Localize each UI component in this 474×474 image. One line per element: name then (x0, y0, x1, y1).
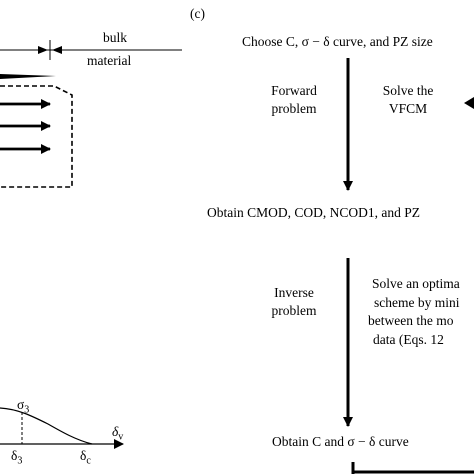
step2-obtain-outputs: Obtain CMOD, COD, NCOD1, and PZ (207, 205, 421, 220)
inverse-problem-label: Inverse problem (271, 285, 317, 318)
forward-problem-label: Forward problem (271, 83, 317, 116)
step1-choose-parameters: Choose C, σ − δ curve, and PZ size (242, 34, 433, 49)
optimization-description: Solve an optima scheme by mini between the mo data (Eqs. 12 (368, 276, 460, 347)
dimension-arrow-right (52, 46, 62, 54)
crack-tip (0, 74, 56, 79)
step3-obtain-result: Obtain C and σ − δ curve (272, 434, 409, 449)
solve-vfcm-label: Solve the VFCM (382, 83, 434, 116)
cohesive-zone-outline (0, 86, 72, 187)
dimension-arrow-left (38, 46, 48, 54)
vfcm-arrow-head (464, 97, 474, 109)
delta3-tick-label: $\delta_3$ (11, 448, 23, 467)
panel-label-c: (c) (190, 6, 205, 21)
bulk-label-line2: material (87, 53, 132, 68)
sigma3-label: $\sigma_3$ (17, 397, 30, 416)
bulk-label-line1: bulk (103, 30, 128, 45)
deltac-tick-label: $\delta_c$ (80, 448, 91, 467)
delta-v-axis-label: $\delta_v$ (112, 424, 124, 443)
softening-curve (0, 408, 92, 444)
